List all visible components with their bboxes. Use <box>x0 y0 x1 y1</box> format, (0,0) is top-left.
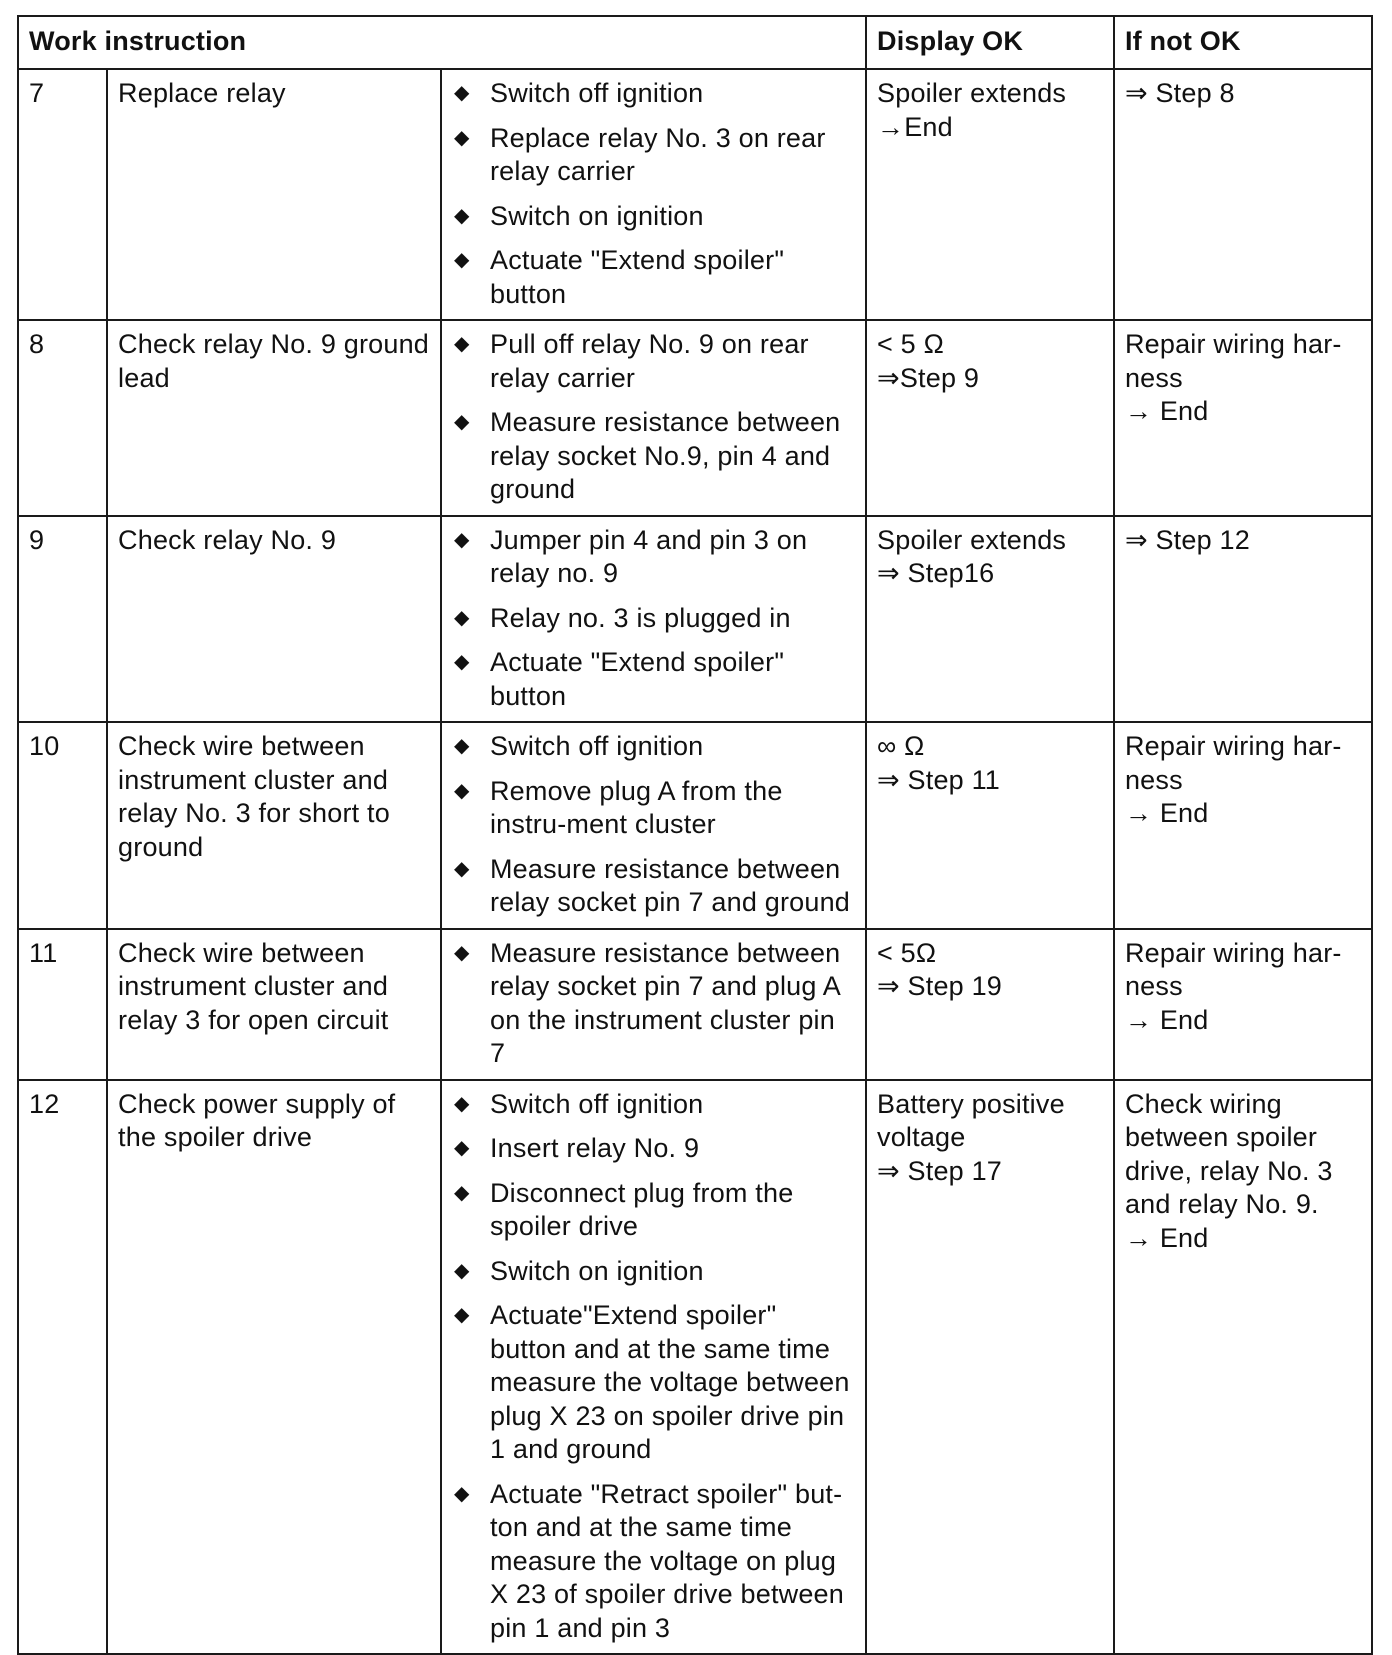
step-number: 11 <box>18 929 107 1080</box>
step-number: 12 <box>18 1080 107 1655</box>
step-title: Check power supply of the spoiler drive <box>107 1080 441 1655</box>
step-actions <box>441 516 866 723</box>
list-item <box>452 1478 855 1646</box>
step-number: 9 <box>18 516 107 723</box>
step-actions <box>441 1080 866 1655</box>
diamond-bullet-icon: ◆ <box>453 126 470 149</box>
list-item <box>452 646 855 713</box>
list-item <box>452 602 855 636</box>
display-ok-line: Battery positive <box>877 1088 1065 1119</box>
if-not-ok-cell <box>1114 1080 1372 1655</box>
diamond-bullet-icon: ◆ <box>453 528 470 551</box>
action-text: Measure resistance between relay socket pin 7 and plug A on the instrument cluster pin 7 <box>489 937 841 1068</box>
diamond-bullet-icon: ◆ <box>453 204 470 227</box>
diamond-bullet-icon: ◆ <box>453 1259 470 1282</box>
action-text: Replace relay No. 3 on rear relay carrier <box>489 122 826 186</box>
if-not-ok-cell <box>1114 69 1372 320</box>
step-title: Check relay No. 9 <box>107 516 441 723</box>
if-not-ok-line: ⇒ Step 8 <box>1124 78 1235 108</box>
action-text: Actuate "Retract spoiler" but-ton and at the same time measure the voltage on plug X 23 of spoiler drive between pin 1 and pin 3 <box>489 1478 844 1643</box>
display-ok-cell <box>866 1080 1114 1655</box>
diamond-bullet-icon: ◆ <box>453 651 470 673</box>
if-not-ok-line: → End <box>1124 1004 1209 1035</box>
table-row <box>18 1080 1372 1655</box>
if-not-ok-line: between spoiler <box>1124 1122 1318 1152</box>
step-title: Check relay No. 9 ground lead <box>107 320 441 516</box>
action-text: Switch off ignition <box>489 78 704 108</box>
if-not-ok-cell <box>1114 929 1372 1080</box>
if-not-ok-line: Check wiring <box>1124 1088 1282 1119</box>
list-item <box>452 1177 855 1244</box>
diamond-bullet-icon: ◆ <box>453 1092 470 1115</box>
step-title: Check wire between instrument cluster and relay No. 3 for short to ground <box>107 722 441 929</box>
display-ok-line: ∞ Ω <box>877 731 925 761</box>
action-text: Switch on ignition <box>489 200 704 231</box>
action-text: Switch off ignition <box>489 1088 704 1119</box>
display-ok-cell <box>866 929 1114 1080</box>
diamond-bullet-icon: ◆ <box>453 1137 470 1159</box>
action-list <box>452 730 855 920</box>
step-actions <box>441 69 866 320</box>
if-not-ok-line: Repair wiring har- <box>1124 329 1342 359</box>
action-list <box>452 1088 855 1646</box>
action-text: Actuate "Extend spoiler" button <box>489 647 785 711</box>
display-ok-cell <box>866 320 1114 516</box>
if-not-ok-line: ness <box>1124 362 1183 393</box>
action-text: Relay no. 3 is plugged in <box>489 602 791 633</box>
diamond-bullet-icon: ◆ <box>453 1304 470 1326</box>
list-item <box>452 244 855 311</box>
if-not-ok-line: and relay No. 9. <box>1124 1189 1319 1219</box>
table-row <box>18 722 1372 929</box>
list-item <box>452 200 855 234</box>
display-ok-line: Spoiler extends <box>877 78 1067 108</box>
display-ok-cell <box>866 516 1114 723</box>
step-actions <box>441 320 866 516</box>
list-item <box>452 1088 855 1122</box>
if-not-ok-line: ness <box>1124 971 1183 1001</box>
diamond-bullet-icon: ◆ <box>453 411 470 433</box>
step-title: Check wire between instrument cluster and relay 3 for open circuit <box>107 929 441 1080</box>
work-instruction-table <box>17 15 1373 1655</box>
list-item <box>452 853 855 920</box>
action-text: Actuate"Extend spoiler" button and at the same time measure the voltage between plug X 23 on spoiler drive pin 1 and ground <box>489 1300 850 1464</box>
display-ok-line: ⇒ Step 11 <box>877 764 1001 795</box>
action-text: Measure resistance between relay socket No.9, pin 4 and ground <box>489 407 841 504</box>
display-ok-line: ⇒ Step16 <box>877 558 995 588</box>
display-ok-line: < 5Ω <box>877 937 937 968</box>
table-row <box>18 516 1372 723</box>
diamond-bullet-icon: ◆ <box>453 1482 470 1505</box>
list-item <box>452 775 855 842</box>
list-item <box>452 328 855 395</box>
if-not-ok-line: Repair wiring har- <box>1124 731 1342 761</box>
header-row <box>18 16 1372 69</box>
if-not-ok-line: → End <box>1124 396 1209 426</box>
if-not-ok-cell <box>1114 722 1372 929</box>
step-number: 7 <box>18 69 107 320</box>
table-row <box>18 320 1372 516</box>
step-actions <box>441 722 866 929</box>
display-ok-cell <box>866 69 1114 320</box>
if-not-ok-line: → End <box>1124 798 1209 828</box>
display-ok-cell <box>866 722 1114 929</box>
list-item <box>452 122 855 189</box>
instruction-rows <box>18 69 1372 1654</box>
diamond-bullet-icon: ◆ <box>453 82 470 104</box>
action-text: Jumper pin 4 and pin 3 on relay no. 9 <box>489 524 808 588</box>
action-text: Switch off ignition <box>489 731 704 761</box>
action-list <box>452 77 855 311</box>
header-work-instruction: Work instruction <box>18 16 866 69</box>
action-text: Actuate "Extend spoiler" button <box>489 245 785 309</box>
step-number: 10 <box>18 722 107 929</box>
diamond-bullet-icon: ◆ <box>453 249 470 271</box>
if-not-ok-line: ⇒ Step 12 <box>1124 524 1250 555</box>
action-text: Disconnect plug from the spoiler drive <box>489 1177 794 1241</box>
if-not-ok-line: drive, relay No. 3 <box>1124 1155 1333 1186</box>
step-title: Replace relay <box>107 69 441 320</box>
if-not-ok-line: → End <box>1124 1222 1209 1253</box>
diamond-bullet-icon: ◆ <box>453 333 470 355</box>
diamond-bullet-icon: ◆ <box>453 779 470 802</box>
diamond-bullet-icon: ◆ <box>453 1181 470 1204</box>
list-item <box>452 77 855 111</box>
action-list <box>452 937 855 1071</box>
if-not-ok-line: Repair wiring har- <box>1124 937 1342 968</box>
display-ok-line: ⇒ Step 17 <box>877 1155 1003 1186</box>
action-text: Pull off relay No. 9 on rear relay carrier <box>489 329 809 393</box>
display-ok-line: →End <box>877 111 953 142</box>
list-item <box>452 730 855 764</box>
table-row <box>18 929 1372 1080</box>
display-ok-line: voltage <box>877 1122 966 1152</box>
display-ok-line: Spoiler extends <box>877 524 1067 555</box>
action-text: Remove plug A from the instru-ment cluster <box>489 775 783 839</box>
step-number: 8 <box>18 320 107 516</box>
diamond-bullet-icon: ◆ <box>453 941 470 964</box>
display-ok-line: ⇒Step 9 <box>877 362 980 393</box>
display-ok-line: ⇒ Step 19 <box>877 971 1003 1001</box>
if-not-ok-cell <box>1114 516 1372 723</box>
table-row <box>18 69 1372 320</box>
action-text: Switch on ignition <box>489 1255 704 1286</box>
action-list <box>452 524 855 714</box>
list-item <box>452 937 855 1071</box>
step-actions <box>441 929 866 1080</box>
action-text: Measure resistance between relay socket pin 7 and ground <box>489 853 851 917</box>
list-item <box>452 1255 855 1289</box>
header-display-ok: Display OK <box>866 16 1114 69</box>
list-item <box>452 524 855 591</box>
list-item <box>452 406 855 507</box>
header-if-not-ok: If not OK <box>1114 16 1372 69</box>
diamond-bullet-icon: ◆ <box>453 735 470 757</box>
list-item <box>452 1132 855 1166</box>
display-ok-line: < 5 Ω <box>877 329 944 359</box>
action-text: Insert relay No. 9 <box>489 1133 700 1163</box>
action-list <box>452 328 855 507</box>
if-not-ok-cell <box>1114 320 1372 516</box>
diamond-bullet-icon: ◆ <box>453 606 470 629</box>
if-not-ok-line: ness <box>1124 764 1183 795</box>
diamond-bullet-icon: ◆ <box>453 857 470 880</box>
list-item <box>452 1299 855 1467</box>
